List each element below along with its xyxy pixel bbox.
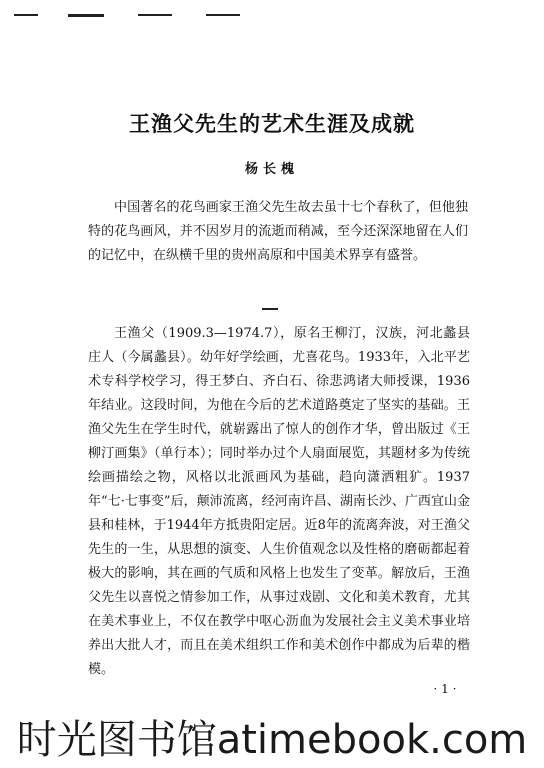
header-rule	[206, 14, 240, 16]
article-abstract: 中国著名的花鸟画家王渔父先生故去虽十七个春秋了，但他独特的花鸟画风，并不因岁月的流逝而稍减，至今还深深地留在人们的记忆中，在纵横千里的贵州高原和中国美术界享有盛誉。	[88, 200, 468, 263]
article-title: 王渔父先生的艺术生涯及成就	[129, 111, 415, 136]
page-number: · 1 ·	[433, 682, 457, 696]
section-divider	[262, 308, 278, 310]
header-rule	[68, 14, 104, 17]
article-author: 杨长槐	[244, 162, 299, 177]
header-rule	[138, 14, 172, 16]
article-body-paragraph: 王渔父（1909.3—1974.7），原名王柳汀，汉族，河北蠡县庄人（今属蠡县）。幼年好学绘画，尤喜花鸟。1933年，入北平艺术专科学校学习，得王梦白、齐白石、徐悲鸿诸大师授课，1936年结业。这段时间，为他在今后的艺术道路奠定了坚实的基础。王渔父先生在学生时代，就崭露出了惊人的创作才华，曾出版过《王柳汀画集》（单行本）；同时举办过个人扇面展览，其题材多为传统绘画描绘之物，风格以北派画风为基础，趋向潇洒粗犷。1937年“七·七事变”后，颠沛流离，经河南许昌、湖南长沙、广西宜山金县和桂林，于1944年方抵贵阳定居。近8年的流离奔波，对王渔父先生的一生，从思想的演变、人生价值观念以及性格的磨砺都起着极大的影响，其在画的气质和风格上也发生了变革。解放后，王渔父先生以喜悦之情参加工作，从事过戏剧、文化和美术教育，尤其在美术事业上，不仅在教学中呕心沥血为发展社会主义美术事业培养出大批人才，而且在美术组织工作和美术创作中都成为后辈的楷模。	[88, 326, 470, 677]
header-rules	[0, 14, 544, 20]
site-watermark: 时光图书馆atimebook.com	[16, 716, 528, 763]
header-rule	[14, 14, 38, 16]
